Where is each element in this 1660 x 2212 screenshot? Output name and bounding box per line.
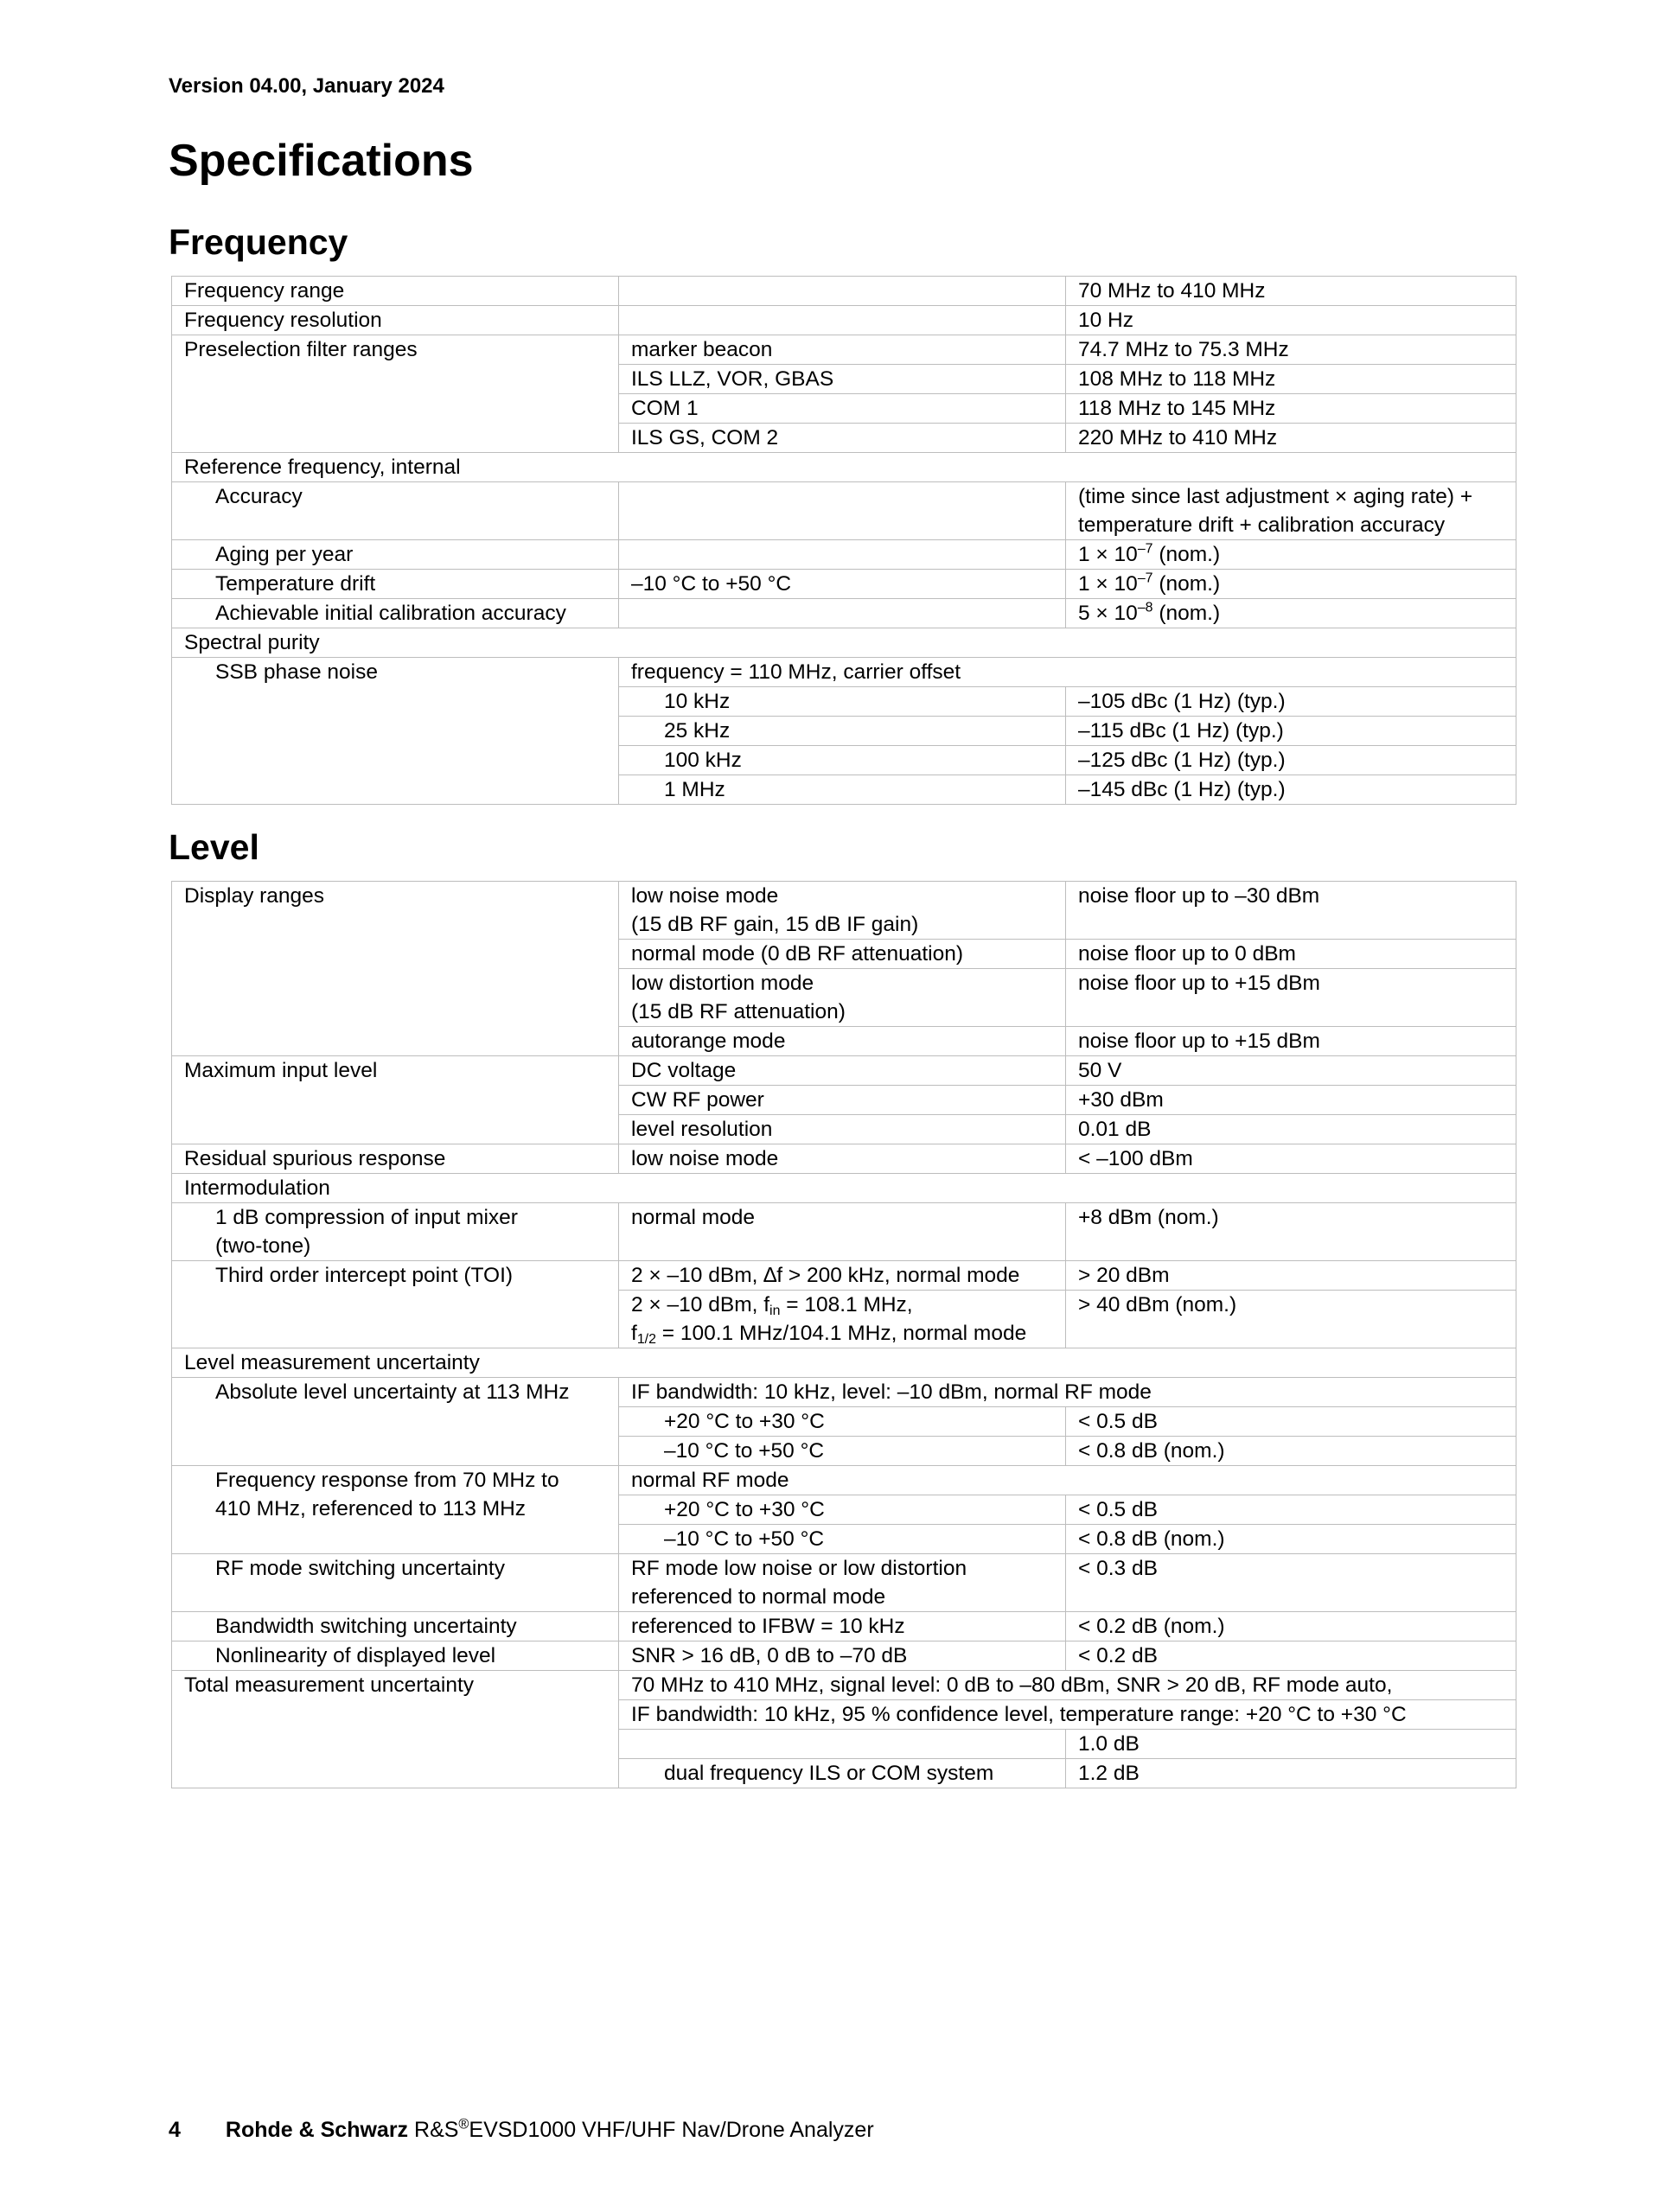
condition-cell: marker beacon	[619, 335, 1066, 365]
value-cell	[1066, 482, 1516, 540]
value-suffix: (nom.)	[1152, 602, 1221, 625]
condition-cell: ILS LLZ, VOR, GBAS	[619, 365, 1066, 394]
value-cell: –115 dBc (1 Hz) (typ.)	[1066, 717, 1516, 746]
value-cell: noise floor up to +15 dBm	[1066, 1027, 1516, 1056]
value-cell: < 0.2 dB (nom.)	[1066, 1612, 1516, 1641]
param-cell: Third order intercept point (TOI)	[172, 1261, 619, 1348]
condition-cell: 100 kHz	[619, 746, 1066, 775]
condition-line: (15 dB RF attenuation)	[631, 1000, 846, 1023]
condition-cell: normal mode	[619, 1203, 1066, 1261]
condition-cell: normal RF mode	[619, 1466, 1516, 1495]
condition-cell: +20 °C to +30 °C	[619, 1495, 1066, 1525]
param-cell: Frequency range	[172, 277, 619, 306]
param-line: (two-tone)	[215, 1234, 311, 1258]
value-line: temperature drift + calibration accuracy	[1078, 513, 1446, 537]
footer-brand: Rohde & Schwarz	[225, 2118, 409, 2142]
value-cell: > 20 dBm	[1066, 1261, 1516, 1291]
param-cell: RF mode switching uncertainty	[172, 1554, 619, 1612]
condition-cell: –10 °C to +50 °C	[619, 1437, 1066, 1466]
value-line: (time since last adjustment × aging rate) +	[1078, 485, 1473, 508]
param-cell: Aging per year	[172, 540, 619, 570]
value-cell: 70 MHz to 410 MHz	[1066, 277, 1516, 306]
value-suffix: (nom.)	[1152, 572, 1221, 596]
table-row	[172, 599, 1516, 628]
value-cell: noise floor up to 0 dBm	[1066, 940, 1516, 969]
table-row	[172, 1612, 1516, 1641]
section-title-level: Level	[169, 827, 259, 867]
value-cell: –125 dBc (1 Hz) (typ.)	[1066, 746, 1516, 775]
param-cell: Temperature drift	[172, 570, 619, 599]
condition-cell: +20 °C to +30 °C	[619, 1407, 1066, 1437]
version-line: Version 04.00, January 2024	[169, 74, 444, 98]
table-row	[172, 1174, 1516, 1203]
condition-cell: ILS GS, COM 2	[619, 424, 1066, 453]
value-cell: noise floor up to –30 dBm	[1066, 882, 1516, 940]
condition-cell: 1 MHz	[619, 775, 1066, 805]
condition-cell: IF bandwidth: 10 kHz, level: –10 dBm, normal RF mode	[619, 1378, 1516, 1407]
footer-product-prefix: R&S	[414, 2118, 459, 2142]
level-spec-table	[171, 881, 1516, 1788]
value-cell: > 40 dBm (nom.)	[1066, 1291, 1516, 1348]
condition-cell: 2 × –10 dBm, ∆f > 200 kHz, normal mode	[619, 1261, 1066, 1291]
value-exponent: –8	[1137, 600, 1153, 615]
table-row	[172, 1671, 1516, 1700]
param-cell: Maximum input level	[172, 1056, 619, 1144]
condition-text: 2 × –10 dBm, f	[631, 1293, 770, 1316]
value-cell: –145 dBc (1 Hz) (typ.)	[1066, 775, 1516, 805]
table-row	[172, 1554, 1516, 1612]
value-cell: < 0.5 dB	[1066, 1407, 1516, 1437]
condition-cell	[619, 969, 1066, 1027]
value-cell: 0.01 dB	[1066, 1115, 1516, 1144]
condition-cell: SNR > 16 dB, 0 dB to –70 dB	[619, 1641, 1066, 1671]
footer-product-name: EVSD1000 VHF/UHF Nav/Drone Analyzer	[469, 2118, 874, 2142]
condition-cell: 10 kHz	[619, 687, 1066, 717]
value-cell: 1.0 dB	[1066, 1730, 1516, 1759]
page-number: 4	[169, 2118, 181, 2142]
condition-cell	[619, 1554, 1066, 1612]
value-cell: < 0.8 dB (nom.)	[1066, 1525, 1516, 1554]
param-line: Frequency response from 70 MHz to	[215, 1469, 559, 1492]
param-cell: Bandwidth switching uncertainty	[172, 1612, 619, 1641]
param-line: 410 MHz, referenced to 113 MHz	[215, 1497, 527, 1520]
table-row	[172, 1641, 1516, 1671]
condition-line: RF mode low noise or low distortion	[631, 1557, 967, 1580]
condition-line	[631, 1319, 1053, 1348]
section-title-frequency: Frequency	[169, 222, 348, 262]
table-row	[172, 1466, 1516, 1495]
value-cell: 220 MHz to 410 MHz	[1066, 424, 1516, 453]
group-header-cell: Reference frequency, internal	[172, 453, 1516, 482]
value-cell: < 0.5 dB	[1066, 1495, 1516, 1525]
value-cell: +30 dBm	[1066, 1086, 1516, 1115]
table-row	[172, 882, 1516, 940]
value-mantissa: 5 × 10	[1078, 602, 1138, 625]
value-cell: +8 dBm (nom.)	[1066, 1203, 1516, 1261]
condition-cell	[619, 1291, 1066, 1348]
page-footer	[169, 2118, 874, 2143]
table-row	[172, 1378, 1516, 1407]
group-header-cell: Spectral purity	[172, 628, 1516, 658]
condition-subscript: in	[769, 1303, 781, 1318]
value-suffix: (nom.)	[1152, 543, 1221, 566]
condition-subscript: 1/2	[636, 1331, 656, 1347]
table-row	[172, 1056, 1516, 1086]
value-mantissa: 1 × 10	[1078, 572, 1138, 596]
condition-line: referenced to normal mode	[631, 1585, 886, 1609]
table-row	[172, 453, 1516, 482]
table-row	[172, 1203, 1516, 1261]
table-row	[172, 1261, 1516, 1291]
value-cell: 74.7 MHz to 75.3 MHz	[1066, 335, 1516, 365]
table-row	[172, 277, 1516, 306]
value-cell: 10 Hz	[1066, 306, 1516, 335]
param-cell: Nonlinearity of displayed level	[172, 1641, 619, 1671]
value-cell	[1066, 540, 1516, 570]
param-cell	[172, 1203, 619, 1261]
condition-cell: CW RF power	[619, 1086, 1066, 1115]
value-cell: < 0.8 dB (nom.)	[1066, 1437, 1516, 1466]
param-cell: Total measurement uncertainty	[172, 1671, 619, 1788]
condition-cell: DC voltage	[619, 1056, 1066, 1086]
registered-mark: ®	[458, 2116, 469, 2132]
table-row	[172, 628, 1516, 658]
param-cell: SSB phase noise	[172, 658, 619, 805]
param-cell: Residual spurious response	[172, 1144, 619, 1174]
value-mantissa: 1 × 10	[1078, 543, 1138, 566]
param-cell	[172, 1466, 619, 1554]
param-cell: Accuracy	[172, 482, 619, 540]
param-cell: Achievable initial calibration accuracy	[172, 599, 619, 628]
group-header-cell: Level measurement uncertainty	[172, 1348, 1516, 1378]
table-row	[172, 540, 1516, 570]
condition-cell	[619, 306, 1066, 335]
value-cell: 118 MHz to 145 MHz	[1066, 394, 1516, 424]
value-cell: < 0.3 dB	[1066, 1554, 1516, 1612]
table-row	[172, 482, 1516, 540]
value-cell: 108 MHz to 118 MHz	[1066, 365, 1516, 394]
table-row	[172, 570, 1516, 599]
condition-cell	[619, 482, 1066, 540]
condition-line	[631, 1291, 1053, 1319]
condition-cell: COM 1	[619, 394, 1066, 424]
condition-line: (15 dB RF gain, 15 dB IF gain)	[631, 913, 919, 936]
condition-cell: level resolution	[619, 1115, 1066, 1144]
condition-cell: normal mode (0 dB RF attenuation)	[619, 940, 1066, 969]
value-cell: 50 V	[1066, 1056, 1516, 1086]
condition-cell: 70 MHz to 410 MHz, signal level: 0 dB to –80 dBm, SNR > 20 dB, RF mode auto,	[619, 1671, 1516, 1700]
condition-cell: low noise mode	[619, 1144, 1066, 1174]
condition-cell: referenced to IFBW = 10 kHz	[619, 1612, 1066, 1641]
condition-cell: dual frequency ILS or COM system	[619, 1759, 1066, 1788]
condition-cell: frequency = 110 MHz, carrier offset	[619, 658, 1516, 687]
condition-line: low distortion mode	[631, 972, 814, 995]
condition-cell: autorange mode	[619, 1027, 1066, 1056]
table-row	[172, 1348, 1516, 1378]
frequency-spec-table	[171, 276, 1516, 805]
param-line: 1 dB compression of input mixer	[215, 1206, 518, 1229]
condition-cell: –10 °C to +50 °C	[619, 570, 1066, 599]
value-cell: 1.2 dB	[1066, 1759, 1516, 1788]
param-cell: Frequency resolution	[172, 306, 619, 335]
table-row	[172, 658, 1516, 687]
condition-cell	[619, 599, 1066, 628]
value-cell: –105 dBc (1 Hz) (typ.)	[1066, 687, 1516, 717]
table-row	[172, 306, 1516, 335]
value-cell: noise floor up to +15 dBm	[1066, 969, 1516, 1027]
condition-cell	[619, 277, 1066, 306]
condition-cell: IF bandwidth: 10 kHz, 95 % confidence level, temperature range: +20 °C to +30 °C	[619, 1700, 1516, 1730]
value-cell	[1066, 570, 1516, 599]
value-exponent: –7	[1137, 571, 1153, 586]
condition-line: low noise mode	[631, 884, 779, 908]
page-title: Specifications	[169, 136, 474, 186]
value-exponent: –7	[1137, 541, 1153, 557]
param-cell: Absolute level uncertainty at 113 MHz	[172, 1378, 619, 1466]
value-cell	[1066, 599, 1516, 628]
condition-cell: 25 kHz	[619, 717, 1066, 746]
condition-text: = 100.1 MHz/104.1 MHz, normal mode	[655, 1322, 1027, 1345]
condition-cell	[619, 882, 1066, 940]
table-row	[172, 1144, 1516, 1174]
condition-cell	[619, 540, 1066, 570]
group-header-cell: Intermodulation	[172, 1174, 1516, 1203]
param-cell: Preselection filter ranges	[172, 335, 619, 453]
condition-text: = 108.1 MHz,	[780, 1293, 913, 1316]
condition-text: f	[631, 1322, 637, 1345]
table-row	[172, 335, 1516, 365]
param-cell: Display ranges	[172, 882, 619, 1056]
condition-cell: –10 °C to +50 °C	[619, 1525, 1066, 1554]
value-cell: < –100 dBm	[1066, 1144, 1516, 1174]
value-cell: < 0.2 dB	[1066, 1641, 1516, 1671]
condition-cell	[619, 1730, 1066, 1759]
